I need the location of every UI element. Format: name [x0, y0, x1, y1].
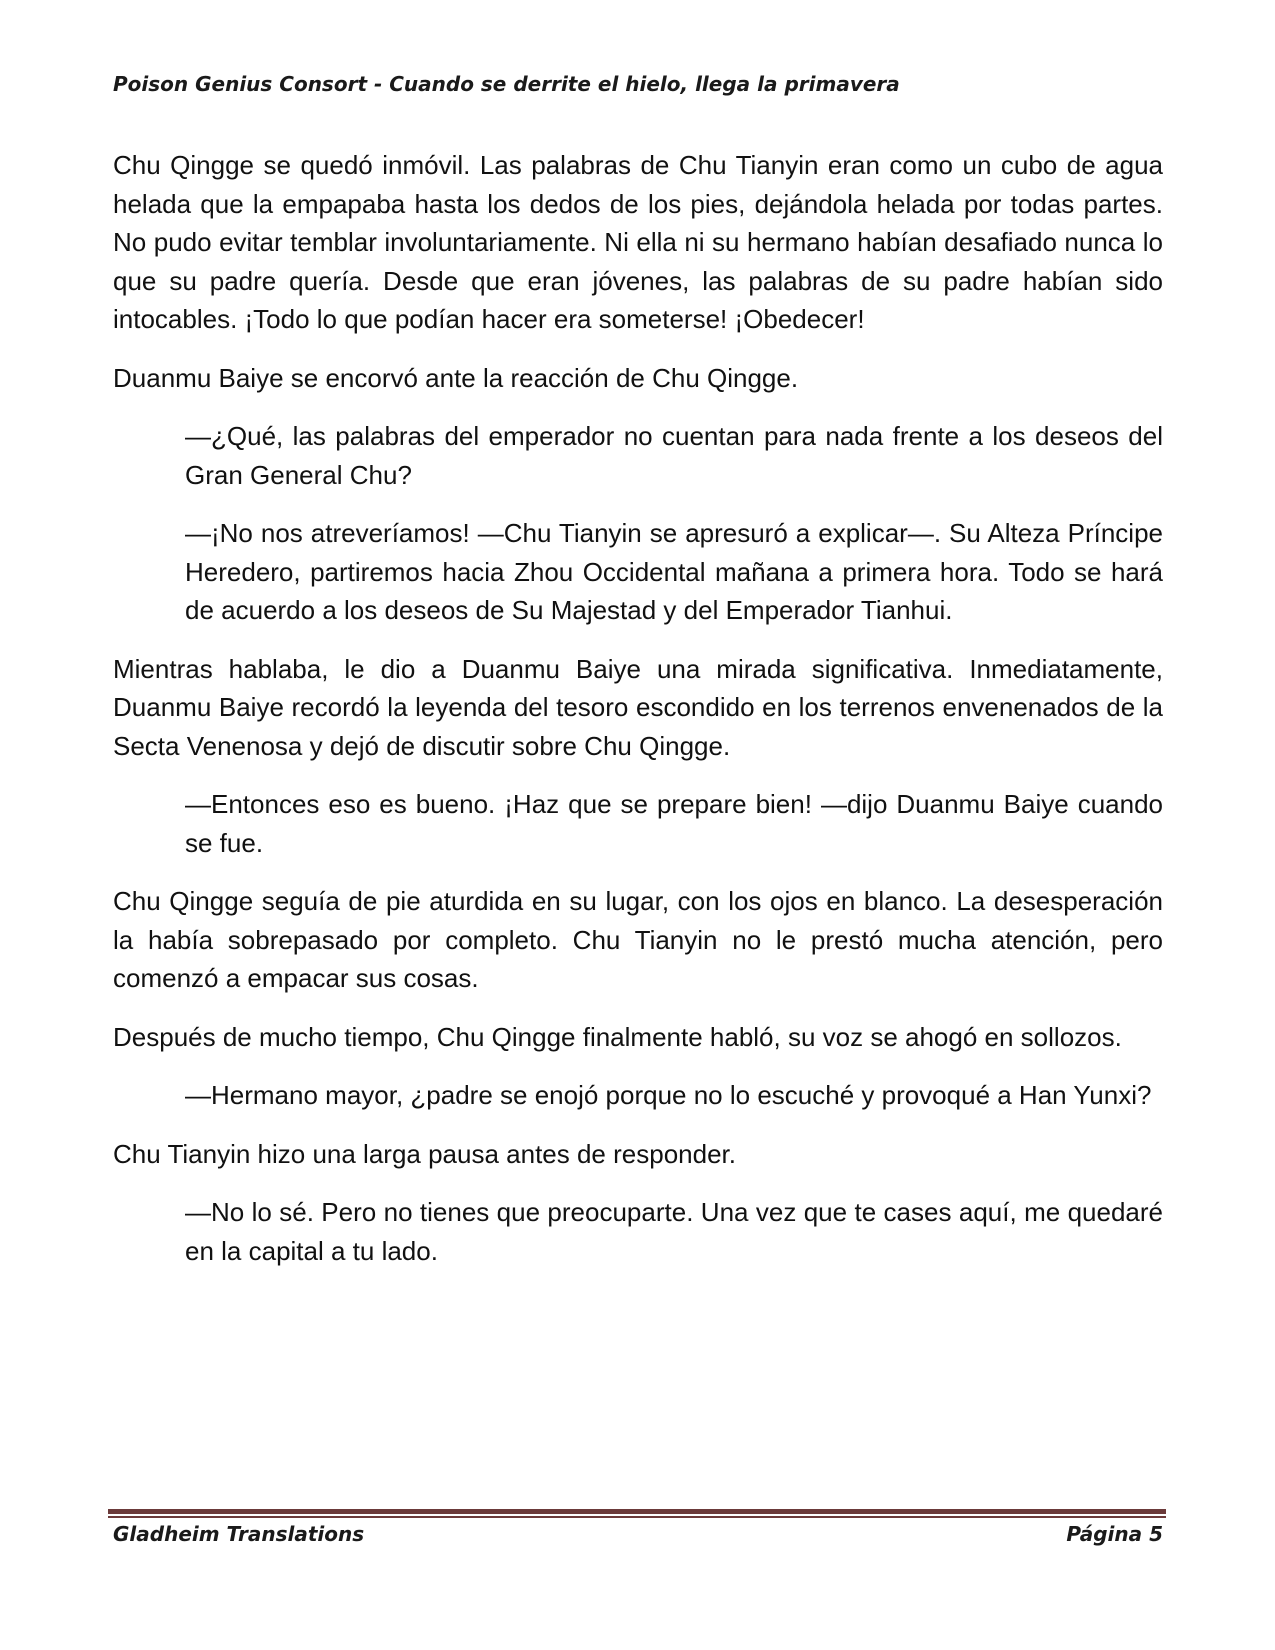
paragraph: Chu Qingge se quedó inmóvil. Las palabras de Chu Tianyin eran como un cubo de agua helada que la empapaba hasta los dedos de los pies, dejándola helada por todas partes. No pudo evitar temblar involuntariamente. Ni ella ni su hermano habían desafiado nunca lo que su padre quería. Desde que eran jóvenes, las palabras de su padre habían sido intocables. ¡Todo lo que podían hacer era someterse! ¡Obedecer!	[113, 150, 1163, 334]
paragraph: Mientras hablaba, le dio a Duanmu Baiye una mirada significativa. Inmediatamente, Duanmu Baiye recordó la leyenda del tesoro escondido en los terrenos envenenados de la Secta Venenosa y dejó de discutir sobre Chu Qingge.	[113, 653, 1163, 761]
footer-divider-thick	[108, 1509, 1166, 1514]
document-body	[113, 146, 1163, 1290]
page-header-title: Poison Genius Consort - Cuando se derrite el hielo, llega la primavera	[113, 72, 900, 96]
footer-divider-thin	[108, 1516, 1166, 1518]
dialog-paragraph: —¡No nos atreveríamos! —Chu Tianyin se apresuró a explicar—. Su Alteza Príncipe Heredero, partiremos hacia Zhou Occidental mañana a primera hora. Todo se hará de acuerdo a los deseos de Su Majestad y del Emperador Tianhui.	[185, 518, 1163, 625]
dialog-paragraph: —Entonces eso es bueno. ¡Haz que se prepare bien! —dijo Duanmu Baiye cuando se fue.	[185, 789, 1163, 858]
dialog-paragraph: —Hermano mayor, ¿padre se enojó porque no lo escuché y provoqué a Han Yunxi?	[185, 1080, 1152, 1110]
paragraph: Después de mucho tiempo, Chu Qingge finalmente habló, su voz se ahogó en sollozos.	[113, 1021, 1122, 1052]
paragraph: Chu Qingge seguía de pie aturdida en su lugar, con los ojos en blanco. La desesperación la había sobrepasado por completo. Chu Tianyin no le prestó mucha atención, pero comenzó a empacar sus cosas.	[113, 886, 1163, 993]
dialog-paragraph: —No lo sé. Pero no tienes que preocuparte. Una vez que te cases aquí, me quedaré en la capital a tu lado.	[185, 1197, 1163, 1266]
paragraph: Chu Tianyin hizo una larga pausa antes de responder.	[113, 1138, 736, 1169]
footer-divider	[108, 1509, 1166, 1518]
footer-translator: Gladheim Translations	[113, 1522, 365, 1546]
footer-page-number: Página 5	[1066, 1522, 1163, 1546]
paragraph: Duanmu Baiye se encorvó ante la reacción de Chu Qingge.	[113, 362, 799, 393]
dialog-paragraph: —¿Qué, las palabras del emperador no cuentan para nada frente a los deseos del Gran General Chu?	[185, 421, 1163, 490]
